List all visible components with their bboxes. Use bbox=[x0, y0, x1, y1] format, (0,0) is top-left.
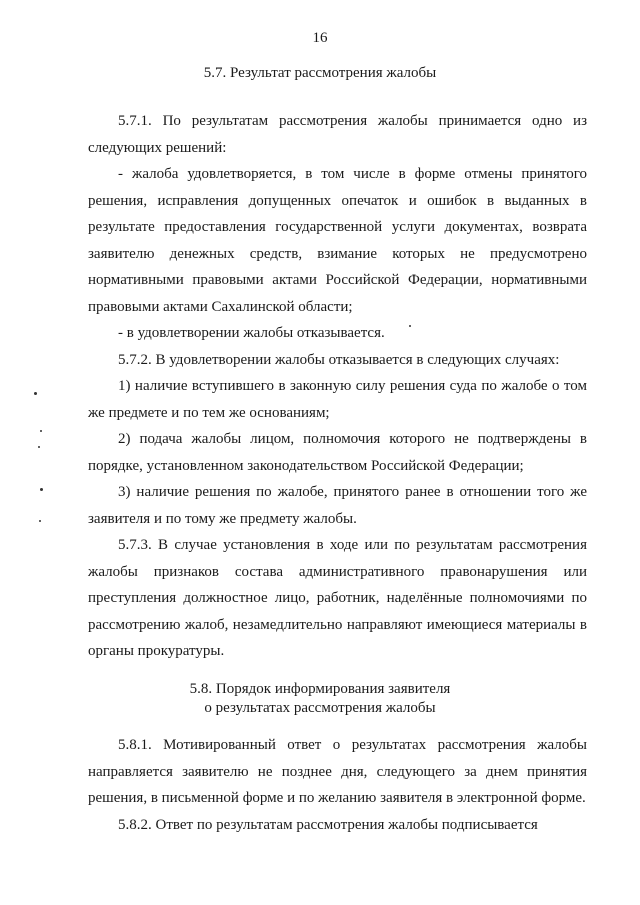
scan-speck bbox=[40, 430, 42, 432]
section-5-7-title: 5.7. Результат рассмотрения жалобы bbox=[203, 65, 437, 81]
paragraph-5-7-3: 5.7.3. В случае установления в ходе или по результатам рассмотрения жалобы признаков состава административного правонарушения или преступления должностное лицо, работник, наделённые полномочиями по рассмотрению жалоб, незамедлительно направляют имеющиеся материалы в органы прокуратуры. bbox=[88, 537, 587, 659]
paragraph-complaint-refused: - в удовлетворении жалобы отказывается. bbox=[118, 325, 385, 341]
paragraph-5-8-2: 5.8.2. Ответ по результатам рассмотрения жалобы подписывается bbox=[118, 816, 538, 833]
section-5-8-title-line-2: о результатах рассмотрения жалобы bbox=[204, 700, 436, 716]
scan-speck bbox=[38, 446, 40, 448]
scan-speck bbox=[34, 392, 37, 395]
scan-speck bbox=[40, 488, 43, 491]
paragraph-refusal-case-3: 3) наличие решения по жалобе, принятого ранее в отношении того же заявителя и по тому же предмету жалобы. bbox=[88, 484, 587, 527]
paragraph-5-8-1: 5.8.1. Мотивированный ответ о результатах рассмотрения жалобы направляется заявителю не позднее дня, следующего за днем принятия решения, в письменной форме и по желанию заявителя в электронной форме. bbox=[88, 737, 587, 806]
section-5-7-body bbox=[88, 108, 587, 665]
section-5-8-title bbox=[0, 680, 640, 718]
paragraph-refusal-case-2: 2) подача жалобы лицом, полномочия которого не подтверждены в порядке, установленном законодательством Российской Федерации; bbox=[88, 431, 587, 474]
scan-speck bbox=[409, 325, 411, 327]
paragraph-5-7-1: 5.7.1. По результатам рассмотрения жалобы принимается одно из следующих решений: bbox=[88, 113, 587, 156]
section-5-8-title-line-1: 5.8. Порядок информирования заявителя bbox=[189, 681, 451, 697]
section-5-8-body bbox=[88, 732, 587, 838]
scan-speck bbox=[39, 520, 41, 522]
paragraph-refusal-case-1: 1) наличие вступившего в законную силу решения суда по жалобе о том же предмете и по тем же основаниям; bbox=[88, 378, 587, 421]
page-number: 16 bbox=[312, 30, 328, 46]
paragraph-5-7-2: 5.7.2. В удовлетворении жалобы отказывается в следующих случаях: bbox=[118, 351, 560, 368]
paragraph-complaint-satisfied: - жалоба удовлетворяется, в том числе в форме отмены принятого решения, исправления допущенных опечаток и ошибок в выданных в результате предоставления государственной услуги документах, возврата заявителю денежных средств, взимание которых не предусмотрено нормативными правовыми актами Российской Федерации, нормативными правовыми актами Сахалинской области; bbox=[88, 166, 587, 315]
